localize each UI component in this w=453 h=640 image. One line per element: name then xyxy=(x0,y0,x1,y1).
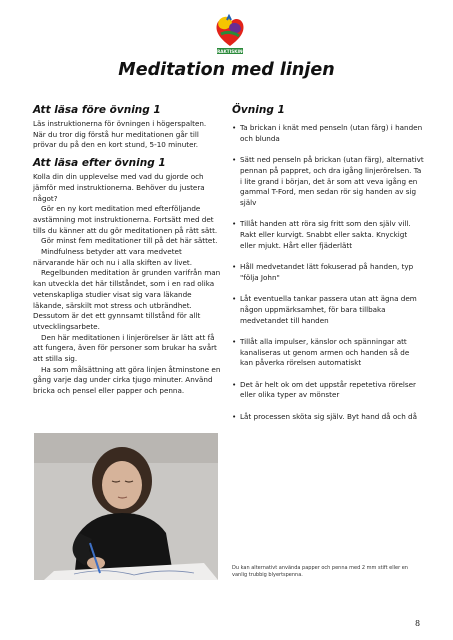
left-column xyxy=(33,104,221,397)
list-item: • Låt processen sköta sig själv. Byt hand då och då xyxy=(232,411,418,421)
heart-logo-icon xyxy=(213,12,247,56)
photo-caption: Du kan alternativt använda papper och penna med 2 mm stift eller en vanlig trubbig blyertspenna. xyxy=(232,565,408,578)
list-item: • Tillåt handen att röra sig fritt som den själv vill. Rakt eller kurvigt. Snabbt eller sakta. Knyckigt eller mjukt. Hårt eller fjäderlätt xyxy=(232,219,411,250)
paragraph: Den här meditationen i linjerörelser är lätt att få att fungera, även för personer som brukar ha svårt att stilla sig. xyxy=(33,332,217,364)
heading-after-exercise: Att läsa efter övning 1 xyxy=(33,157,166,170)
meditation-photo xyxy=(34,433,218,580)
list-item: • Låt eventuella tankar passera utan att ägna dem någon uppmärksamhet, för bara tillbaka medvetandet till handen xyxy=(232,294,417,325)
paragraph: Mindfulness betyder att vara medvetet närvarande här och nu i alla skiften av livet. xyxy=(33,247,193,267)
heading-exercise-1: Övning 1 xyxy=(232,104,285,116)
list-item: • Håll medvetandet lätt fokuserad på handen, typ "följa John" xyxy=(232,262,414,282)
paragraph: Gör minst fem meditationer till på det här sättet. xyxy=(41,236,218,246)
page-title: Meditation med linjen xyxy=(118,60,335,80)
list-item: • Tillåt alla impulser, känslor och spänningar att kanaliseras ut genom armen och handen så de kan påverka rörelsen automatiskt xyxy=(232,336,410,368)
heading-before-exercise: Att läsa före övning 1 xyxy=(33,104,161,116)
paragraph: Regelbunden meditation är grunden varifrån man kan utveckla det här tillståndet, som i en rad olika vetenskapliga studier visat sig vara läkande läkande, särskilt mot stress och utbrändhet. Dessutom är det ett gynnsamt tillstånd för allt utvecklingsarbete. xyxy=(33,268,221,331)
right-column xyxy=(232,104,424,433)
page-number: 8 xyxy=(415,619,421,628)
list-item: • Ta brickan i knät med penseln (utan färg) i handen och blunda xyxy=(232,123,423,143)
steps-list xyxy=(232,123,424,423)
list-item: • Det är helt ok om det uppstår repetetiva rörelser eller olika typer av mönster xyxy=(232,379,417,400)
paragraph: Kolla din din upplevelse med vad du gjorde och jämför med instruktionerna. Behöver du justera något? xyxy=(33,172,205,203)
paragraph: Ha som målsättning att göra linjen åtminstone en gång varje dag under cirka tjugo minuter. Använd bricka och pensel eller papper och penna. xyxy=(33,364,221,396)
paragraph: Läs instruktionerna för övningen i högerspalten. När du tror dig förstå hur meditationen går till prövar du på den en kort stund, 5-10 minuter. xyxy=(33,119,207,150)
list-item: • Sätt ned penseln på brickan (utan färg), alternativt pennan på pappret, och dra igång linjerörelsen. Ta i lite grand i början, det är som att veva igång en gammal T-Ford, men sedan rör sig handen av sig själv xyxy=(232,155,424,207)
logo-text: PRAKTISKING xyxy=(214,49,246,54)
paragraph: Gör en ny kort meditation med efterföljande avstämning mot instruktionerna. Fortsätt med det tills du känner att du gör meditationen på rätt sätt. xyxy=(33,204,218,235)
